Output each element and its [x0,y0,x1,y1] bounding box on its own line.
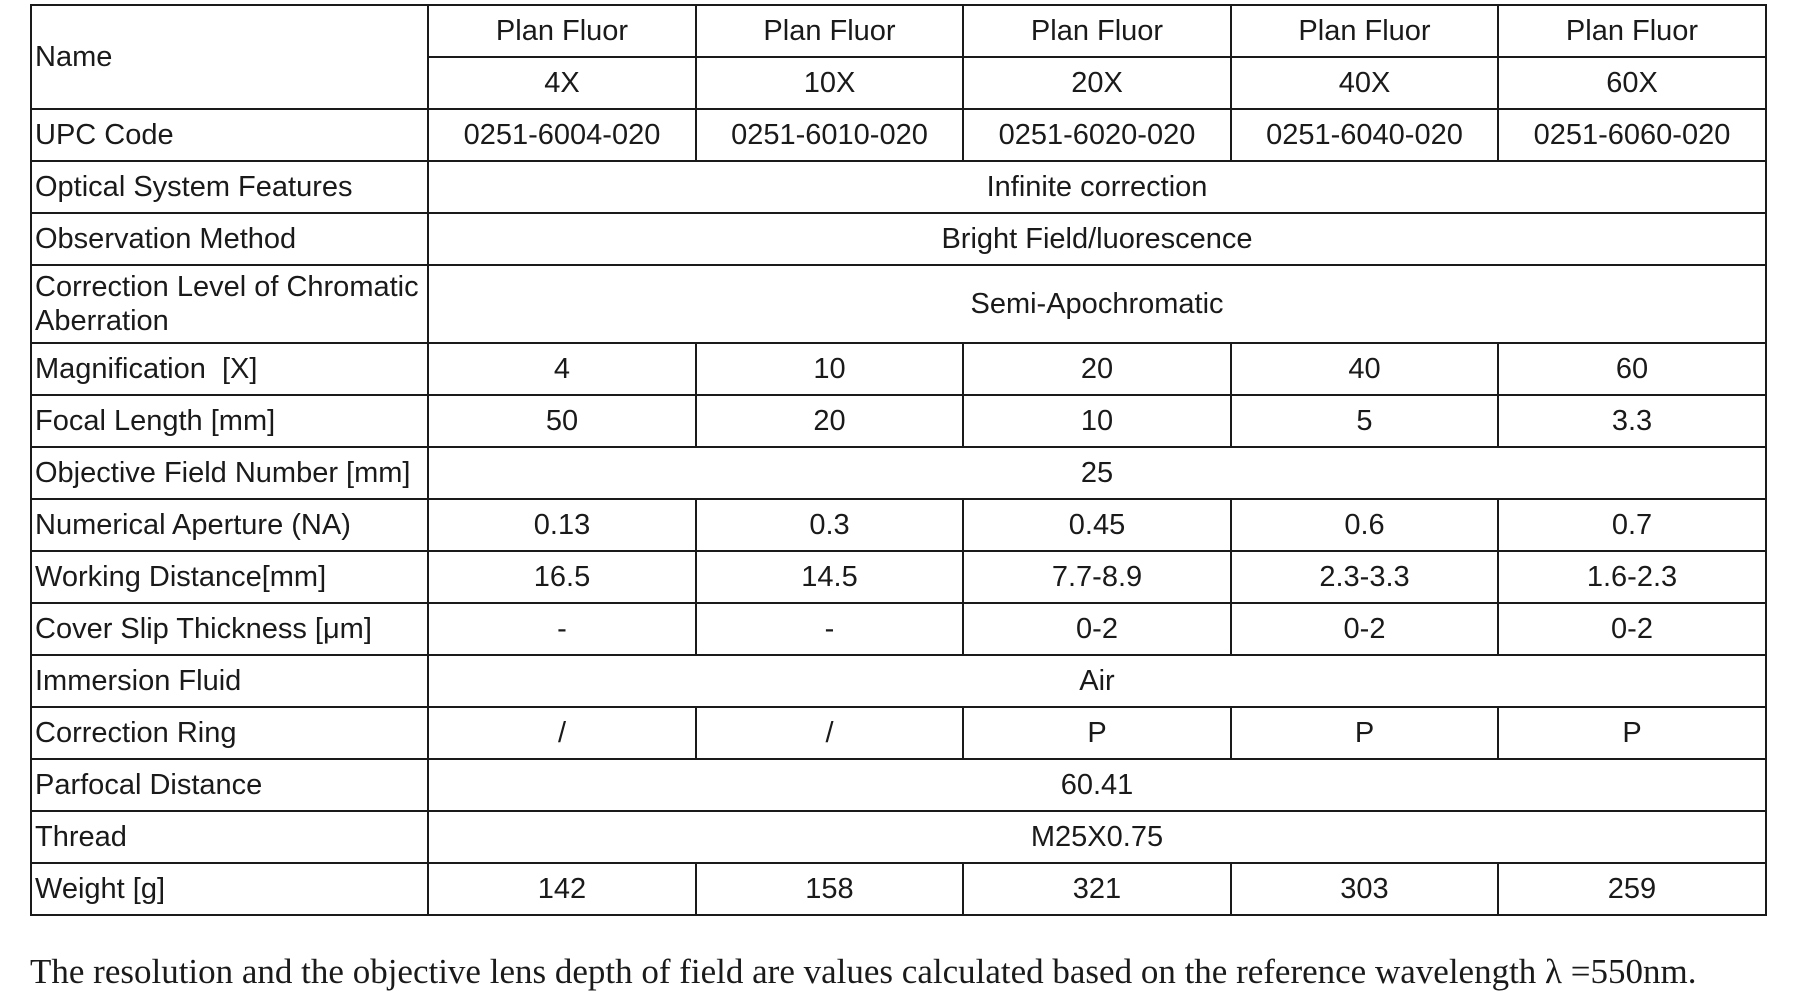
row-optical-system [31,161,1766,213]
merged-value-cell: 25 [428,447,1766,499]
value-cell: 10 [963,395,1231,447]
value-cell: 7.7-8.9 [963,551,1231,603]
row-label: Immersion Fluid [31,655,428,707]
value-cell: 0251-6020-020 [963,109,1231,161]
merged-value-cell: Semi-Apochromatic [428,265,1766,343]
value-cell: 0.6 [1231,499,1498,551]
merged-value-cell: Infinite correction [428,161,1766,213]
row-label: Weight [g] [31,863,428,915]
row-label: Observation Method [31,213,428,265]
value-cell: 0-2 [1498,603,1766,655]
value-cell: 60 [1498,343,1766,395]
value-cell: 0-2 [1231,603,1498,655]
model-cell: 10X [696,57,963,109]
row-label: Working Distance[mm] [31,551,428,603]
product-line-cell: Plan Fluor [963,5,1231,57]
row-immersion-fluid [31,655,1766,707]
value-cell: 0251-6060-020 [1498,109,1766,161]
value-cell: 5 [1231,395,1498,447]
header-row-product [31,5,1766,57]
value-cell: 0.45 [963,499,1231,551]
row-label: Magnification [X] [31,343,428,395]
value-cell: 20 [696,395,963,447]
row-label: UPC Code [31,109,428,161]
value-cell: 10 [696,343,963,395]
row-chromatic-correction [31,265,1766,343]
model-cell: 4X [428,57,696,109]
value-cell: P [1498,707,1766,759]
value-cell: 0.3 [696,499,963,551]
product-line-cell: Plan Fluor [696,5,963,57]
row-label: Correction Level of Chromatic Aberration [31,265,428,343]
value-cell: 259 [1498,863,1766,915]
value-cell: P [963,707,1231,759]
row-label: Optical System Features [31,161,428,213]
row-weight [31,863,1766,915]
row-label: Parfocal Distance [31,759,428,811]
row-label: Numerical Aperture (NA) [31,499,428,551]
row-magnification [31,343,1766,395]
merged-value-cell: Air [428,655,1766,707]
product-line-cell: Plan Fluor [1498,5,1766,57]
value-cell: 14.5 [696,551,963,603]
value-cell: 0251-6010-020 [696,109,963,161]
name-label: Name [31,5,428,109]
value-cell: 0.7 [1498,499,1766,551]
row-numerical-aperture [31,499,1766,551]
objective-spec-table [30,4,1767,916]
row-correction-ring [31,707,1766,759]
value-cell: 16.5 [428,551,696,603]
footnote: The resolution and the objective lens depth of field are values calculated based on the reference wavelength λ =550nm. [30,952,1697,991]
value-cell: - [428,603,696,655]
value-cell: P [1231,707,1498,759]
value-cell: 1.6-2.3 [1498,551,1766,603]
row-field-number [31,447,1766,499]
value-cell: 158 [696,863,963,915]
value-cell: 0.13 [428,499,696,551]
value-cell: 0251-6004-020 [428,109,696,161]
value-cell: 0251-6040-020 [1231,109,1498,161]
row-label: Focal Length [mm] [31,395,428,447]
value-cell: - [696,603,963,655]
row-working-distance [31,551,1766,603]
value-cell: 2.3-3.3 [1231,551,1498,603]
row-parfocal-distance [31,759,1766,811]
row-label: Cover Slip Thickness [μm] [31,603,428,655]
value-cell: / [696,707,963,759]
merged-value-cell: M25X0.75 [428,811,1766,863]
model-cell: 60X [1498,57,1766,109]
model-cell: 40X [1231,57,1498,109]
value-cell: 50 [428,395,696,447]
row-upc-code [31,109,1766,161]
row-cover-slip [31,603,1766,655]
row-label: Thread [31,811,428,863]
row-label: Correction Ring [31,707,428,759]
row-observation-method [31,213,1766,265]
model-cell: 20X [963,57,1231,109]
value-cell: 142 [428,863,696,915]
row-thread [31,811,1766,863]
row-label: Objective Field Number [mm] [31,447,428,499]
value-cell: 40 [1231,343,1498,395]
value-cell: / [428,707,696,759]
value-cell: 20 [963,343,1231,395]
value-cell: 3.3 [1498,395,1766,447]
product-line-cell: Plan Fluor [428,5,696,57]
value-cell: 321 [963,863,1231,915]
merged-value-cell: 60.41 [428,759,1766,811]
product-line-cell: Plan Fluor [1231,5,1498,57]
merged-value-cell: Bright Field/luorescence [428,213,1766,265]
value-cell: 4 [428,343,696,395]
value-cell: 0-2 [963,603,1231,655]
value-cell: 303 [1231,863,1498,915]
row-focal-length [31,395,1766,447]
